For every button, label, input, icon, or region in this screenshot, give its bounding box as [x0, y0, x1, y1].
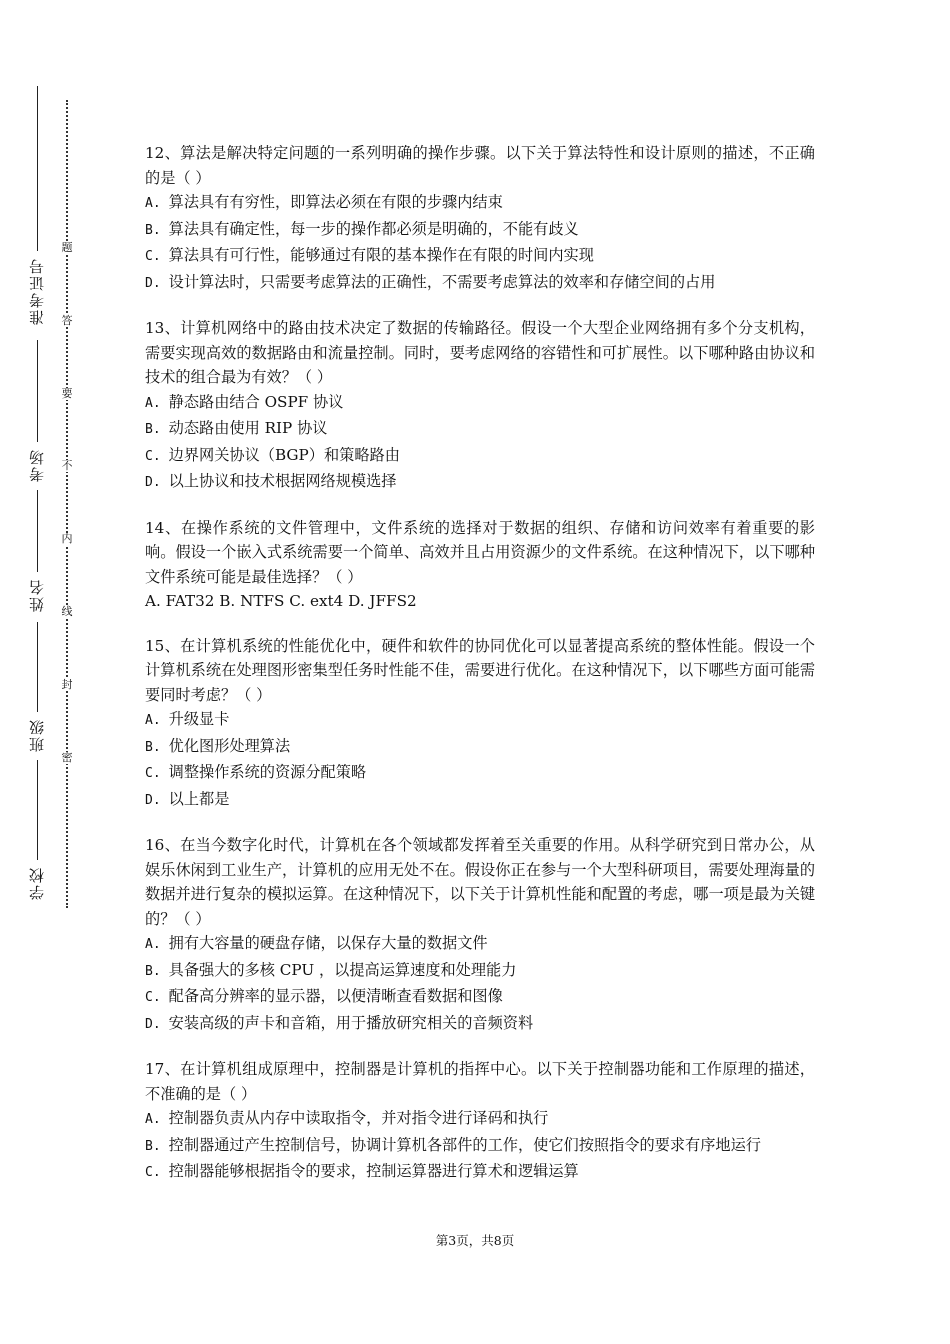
option-text: 边界网关协议（BGP）和策略路由	[168, 445, 400, 464]
school-field[interactable]	[22, 760, 52, 906]
option-letter: A.	[145, 937, 161, 952]
option-c[interactable]	[145, 1159, 815, 1186]
option-text: 动态路由使用 RIP 协议	[168, 419, 328, 437]
option-letter: D.	[145, 792, 161, 808]
option-d[interactable]	[145, 270, 815, 297]
option-letter: A.	[145, 196, 161, 211]
seal-dotted-line	[66, 100, 68, 908]
exam-number-field[interactable]	[22, 86, 52, 331]
option-text: 控制器通过产生控制信号，协调计算机各部件的工作，使它们按照指令的要求有序地运行	[168, 1135, 761, 1154]
option-c[interactable]	[145, 984, 815, 1011]
option-letter: C.	[145, 766, 161, 781]
exam-number-label: 准考证号	[27, 257, 46, 325]
option-b[interactable]	[145, 1133, 815, 1160]
option-d[interactable]	[145, 787, 815, 814]
seal-char: 线	[61, 605, 73, 618]
option-text: 算法具有确定性，每一步的操作都必须是明确的，不能有歧义	[168, 219, 579, 238]
option-letter: C.	[145, 1165, 161, 1180]
option-d[interactable]	[145, 469, 815, 496]
seal-line-column	[61, 100, 73, 908]
option-letter: A.	[145, 713, 161, 728]
name-field[interactable]	[22, 490, 52, 618]
question-12	[145, 141, 815, 296]
seal-char: 答	[61, 314, 73, 327]
option-c[interactable]	[145, 243, 815, 270]
option-c[interactable]	[145, 443, 815, 470]
option-b[interactable]	[145, 958, 815, 985]
option-text: 算法具有有穷性，即算法必须在有限的步骤内结束	[168, 193, 503, 211]
option-letter: B.	[145, 1138, 161, 1154]
option-letter: C.	[145, 990, 161, 1005]
option-text: 以上都是	[168, 789, 230, 808]
option-text: 调整操作系统的资源分配策略	[168, 763, 367, 781]
question-13	[145, 316, 815, 496]
seal-char: 内	[61, 532, 73, 545]
option-letter: D.	[145, 1016, 161, 1032]
option-text: 安装高级的声卡和音箱，用于播放研究相关的音频资料	[168, 1013, 534, 1032]
option-letter: D.	[145, 475, 161, 490]
question-list	[145, 141, 815, 1206]
question-stem: 16、在当今数字化时代，计算机在各个领域都发挥着至关重要的作用。从科学研究到日常办公，从娱乐休闲到工业生产，计算机的应用无处不在。假设你正在参与一个大型科研项目，需要处理海量的数据并进行复杂的模拟运算。在这种情况下，以下关于计算机性能和配置的考虑，哪一项是最为关键的？（ ）	[145, 836, 815, 928]
option-text: 以上协议和技术根据网络规模选择	[168, 472, 397, 490]
option-text: 配备高分辨率的显示器，以便清晰查看数据和图像	[168, 987, 503, 1005]
seal-char: 题	[61, 241, 73, 254]
option-c[interactable]	[145, 760, 815, 787]
seal-char: 密	[61, 751, 73, 764]
class-field[interactable]	[22, 622, 52, 758]
option-text: 拥有大容量的硬盘存储，以保存大量的数据文件	[168, 934, 488, 952]
option-text: 控制器能够根据指令的要求，控制运算器进行算术和逻辑运算	[168, 1162, 579, 1180]
option-b[interactable]	[145, 416, 815, 443]
option-letter: A.	[145, 1112, 161, 1127]
option-a[interactable]	[145, 390, 815, 417]
option-text: 控制器负责从内存中读取指令，并对指令进行译码和执行	[168, 1109, 549, 1127]
question-stem: 12、算法是解决特定问题的一系列明确的操作步骤。以下关于算法特性和设计原则的描述，不正确的是（ ）	[145, 144, 815, 187]
option-text: 算法具有可行性，能够通过有限的基本操作在有限的时间内实现	[168, 246, 594, 264]
option-b[interactable]	[145, 217, 815, 244]
option-letter: C.	[145, 249, 161, 264]
exam-room-label: 考场	[27, 448, 46, 482]
question-15	[145, 634, 815, 814]
option-letter: B.	[145, 422, 161, 437]
question-17	[145, 1057, 815, 1186]
option-letter: B.	[145, 222, 161, 238]
option-text: 优化图形处理算法	[168, 736, 291, 755]
option-text: 设计算法时，只需要考虑算法的正确性，不需要考虑算法的效率和存储空间的占用	[168, 272, 716, 291]
question-14	[145, 516, 815, 614]
option-a[interactable]	[145, 931, 815, 958]
question-stem: 14、在操作系统的文件管理中，文件系统的选择对于数据的组织、存储和访问效率有着重要的影响。假设一个嵌入式系统需要一个简单、高效并且占用资源少的文件系统。在这种情况下，以下哪种文件系统可能是最佳选择？（ ）	[145, 518, 815, 586]
option-text: 升级显卡	[168, 710, 230, 728]
seal-char: 封	[61, 678, 73, 691]
question-stem: 17、在计算机组成原理中，控制器是计算机的指挥中心。以下关于控制器功能和工作原理的描述，不准确的是（ ）	[145, 1060, 815, 1103]
option-letter: C.	[145, 448, 161, 464]
option-b[interactable]	[145, 734, 815, 761]
class-label: 班级	[27, 718, 46, 752]
binding-info-column	[22, 0, 52, 1344]
option-letter: D.	[145, 275, 161, 291]
inline-options[interactable]: A. FAT32 B. NTFS C. ext4 D. JFFS2	[145, 592, 417, 610]
option-a[interactable]	[145, 190, 815, 217]
page-footer: 第3页，共8页	[435, 1233, 515, 1248]
name-label: 姓名	[27, 578, 46, 612]
option-letter: B.	[145, 739, 161, 755]
question-stem: 15、在计算机系统的性能优化中，硬件和软件的协同优化可以显著提高系统的整体性能。假设一个计算机系统在处理图形密集型任务时性能不佳，需要进行优化。在这种情况下，以下哪些方面可能需要同时考虑？（ ）	[145, 636, 815, 704]
option-text: 静态路由结合 OSPF 协议	[168, 392, 344, 411]
option-letter: A.	[145, 395, 161, 411]
seal-char: 不	[61, 459, 73, 472]
school-label: 学校	[27, 866, 46, 900]
option-a[interactable]	[145, 1106, 815, 1133]
option-d[interactable]	[145, 1011, 815, 1038]
exam-room-field[interactable]	[22, 340, 52, 488]
question-16	[145, 833, 815, 1037]
question-stem: 13、计算机网络中的路由技术决定了数据的传输路径。假设一个大型企业网络拥有多个分支机构，需要实现高效的数据路由和流量控制。同时，要考虑网络的容错性和可扩展性。以下哪种路由协议和技术的组合最为有效？（ ）	[145, 319, 815, 386]
option-a[interactable]	[145, 707, 815, 734]
seal-char: 要	[61, 387, 73, 400]
option-text: 具备强大的多核 CPU ，以提高运算速度和处理能力	[168, 960, 517, 979]
option-letter: B.	[145, 963, 161, 979]
